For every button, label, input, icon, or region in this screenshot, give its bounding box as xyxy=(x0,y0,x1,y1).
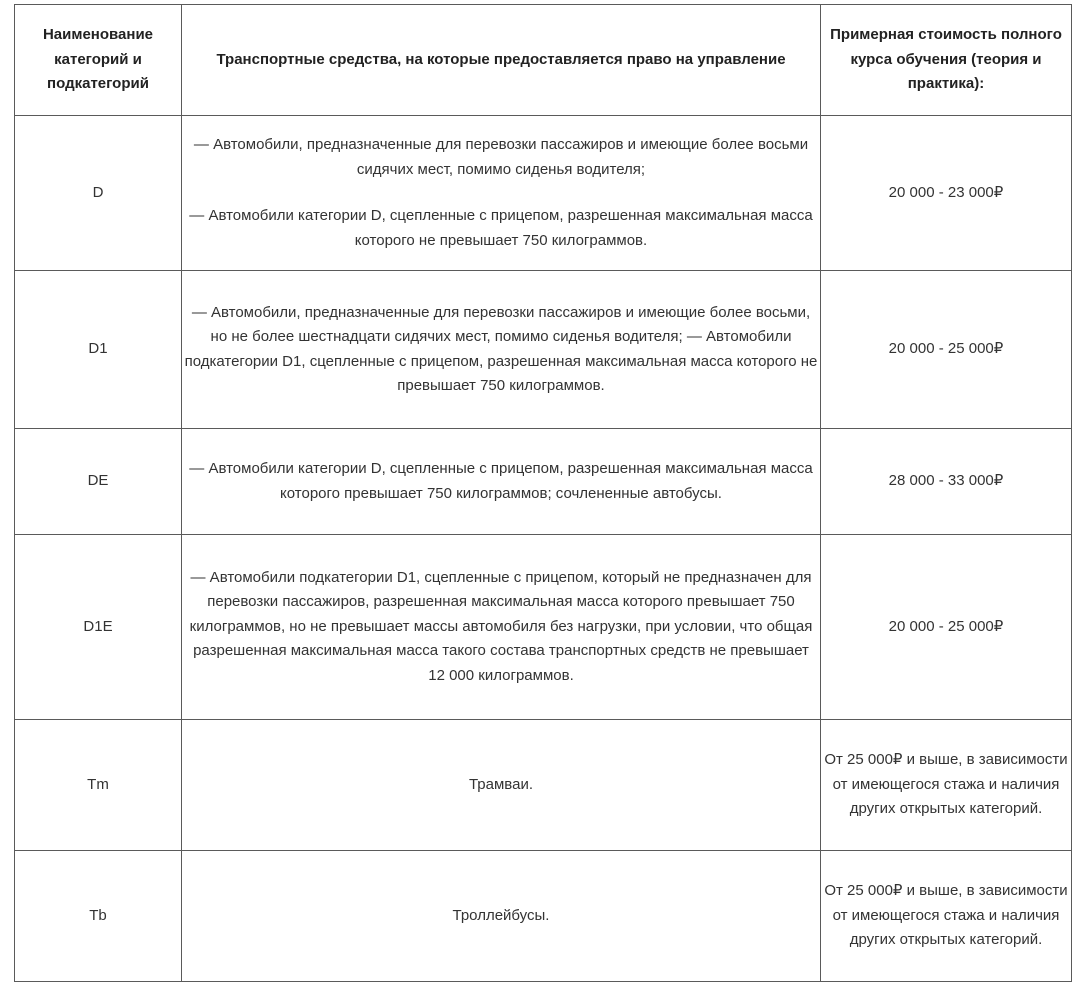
vehicles-cell: — Автомобили подкатегории D1, сцепленные с прицепом, который не предназначен для перевозки пассажиров, разрешенная максимальная масса которого превышает 750 килограммов, но не превышает массы автомобиля без нагрузки, при условии, что общая разрешенная максимальная масса такого состава транспортных средств не превышает 12 000 килограммов. xyxy=(182,535,821,720)
header-category: Наименование категорий и подкатегорий xyxy=(15,5,182,116)
cost-cell: 20 000 - 23 000₽ xyxy=(821,116,1072,271)
table-row xyxy=(15,271,1072,429)
vehicles-cell: — Автомобили, предназначенные для перевозки пассажиров и имеющие более восьми, но не более шестнадцати сидячих мест, помимо сиденья водителя; — Автомобили подкатегории D1, сцепленные с прицепом, разрешенная максимальная масса которого не превышает 750 килограммов. xyxy=(182,271,821,429)
category-cell: DE xyxy=(15,429,182,535)
category-cell: D xyxy=(15,116,182,271)
table-header-row xyxy=(15,5,1072,116)
category-cell: D1 xyxy=(15,271,182,429)
cost-cell: 28 000 - 33 000₽ xyxy=(821,429,1072,535)
vehicles-paragraph: — Автомобили категории D, сцепленные с прицепом, разрешенная максимальная масса которого не превышает 750 килограммов. xyxy=(189,207,813,249)
license-categories-table xyxy=(14,4,1072,982)
vehicles-cell: — Автомобили категории D, сцепленные с прицепом, разрешенная максимальная масса которого превышает 750 килограммов; сочлененные автобусы. xyxy=(182,429,821,535)
category-cell: Tm xyxy=(15,720,182,851)
table-row xyxy=(15,116,1072,271)
table-row xyxy=(15,535,1072,720)
table-row xyxy=(15,720,1072,851)
cost-cell: От 25 000₽ и выше, в зависимости от имеющегося стажа и наличия других открытых категорий. xyxy=(821,851,1072,982)
vehicles-cell xyxy=(182,116,821,271)
cost-cell: 20 000 - 25 000₽ xyxy=(821,535,1072,720)
category-cell: D1E xyxy=(15,535,182,720)
cost-cell: От 25 000₽ и выше, в зависимости от имеющегося стажа и наличия других открытых категорий. xyxy=(821,720,1072,851)
vehicles-cell: Троллейбусы. xyxy=(182,851,821,982)
vehicles-paragraph: — Автомобили, предназначенные для перевозки пассажиров и имеющие более восьми сидячих мест, помимо сиденья водителя; xyxy=(193,136,809,178)
category-cell: Tb xyxy=(15,851,182,982)
header-cost: Примерная стоимость полного курса обучения (теория и практика): xyxy=(821,5,1072,116)
table-row xyxy=(15,429,1072,535)
vehicles-cell: Трамваи. xyxy=(182,720,821,851)
table-row xyxy=(15,851,1072,982)
header-vehicles: Транспортные средства, на которые предоставляется право на управление xyxy=(182,5,821,116)
cost-cell: 20 000 - 25 000₽ xyxy=(821,271,1072,429)
